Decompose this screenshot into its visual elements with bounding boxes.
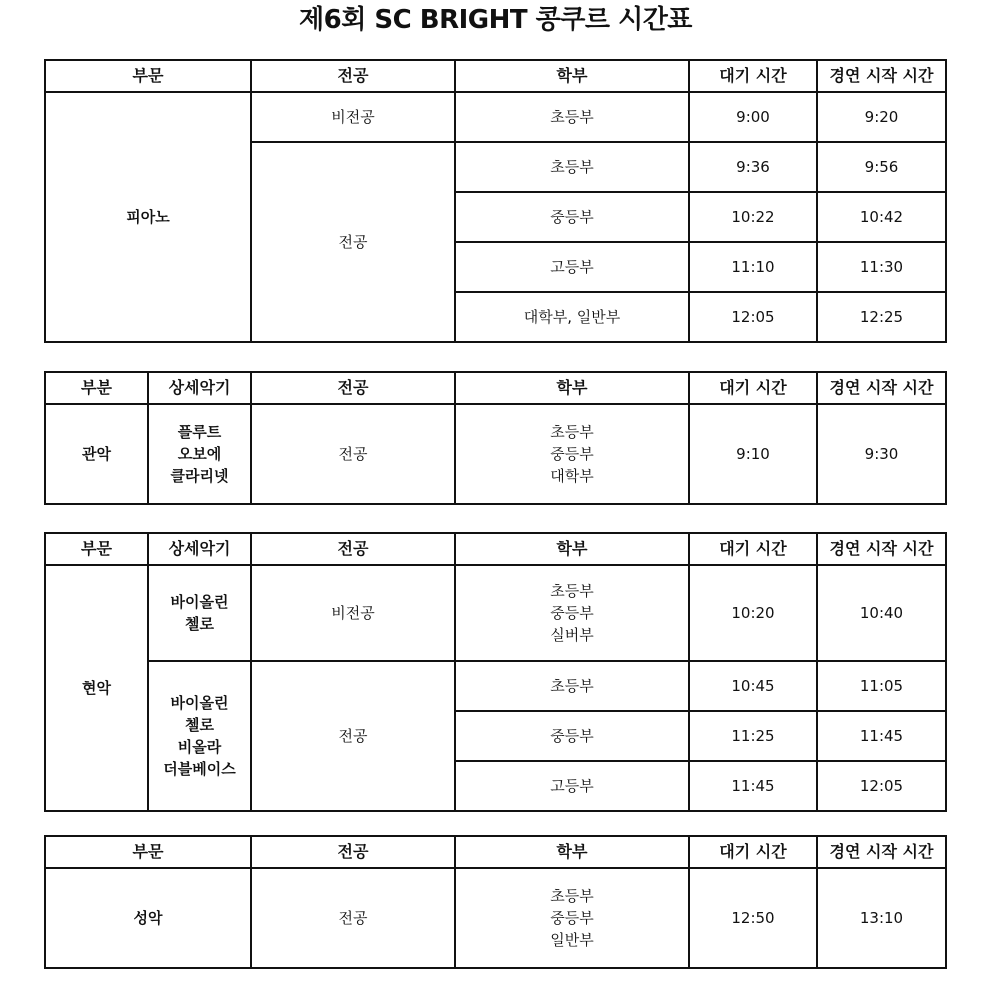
start-time-cell: 11:30 [817, 242, 946, 292]
start-time-cell: 10:40 [817, 565, 946, 661]
level-cell: 고등부 [455, 242, 689, 292]
wait-time-cell: 11:10 [689, 242, 817, 292]
wait-time-cell: 9:10 [689, 404, 817, 504]
level-name: 초등부 [550, 423, 594, 441]
table-row [45, 565, 946, 661]
wait-time-cell: 11:25 [689, 711, 817, 761]
wait-time-cell: 11:45 [689, 761, 817, 811]
wait-time-cell: 12:05 [689, 292, 817, 342]
section-cell: 관악 [45, 404, 148, 504]
level-name: 실버부 [550, 626, 594, 644]
wait-time-cell: 10:22 [689, 192, 817, 242]
start-time-cell: 10:42 [817, 192, 946, 242]
header-start-time: 경연 시작 시간 [817, 836, 946, 868]
instrument-name: 첼로 [185, 716, 214, 734]
table-row [45, 661, 946, 711]
table-row [45, 404, 946, 504]
start-time-cell: 9:56 [817, 142, 946, 192]
header-section: 부분 [45, 372, 148, 404]
major-cell: 비전공 [251, 565, 455, 661]
header-wait-time: 대기 시간 [689, 836, 817, 868]
section-cell: 현악 [45, 565, 148, 811]
major-cell: 전공 [251, 661, 455, 811]
section-cell: 피아노 [45, 92, 251, 342]
header-major: 전공 [251, 372, 455, 404]
level-cell [455, 404, 689, 504]
level-name: 대학부 [550, 467, 594, 485]
instrument-name: 바이올린 [170, 694, 229, 712]
start-time-cell: 12:25 [817, 292, 946, 342]
header-instrument: 상세악기 [148, 372, 251, 404]
major-cell: 비전공 [251, 92, 455, 142]
instrument-cell [148, 661, 251, 811]
header-start-time: 경연 시작 시간 [817, 533, 946, 565]
header-level: 학부 [455, 372, 689, 404]
start-time-cell: 11:05 [817, 661, 946, 711]
header-wait-time: 대기 시간 [689, 372, 817, 404]
header-level: 학부 [455, 836, 689, 868]
instrument-name: 더블베이스 [163, 760, 236, 778]
strings-schedule-table [44, 532, 947, 812]
start-time-cell: 9:20 [817, 92, 946, 142]
instrument-name: 플루트 [177, 423, 222, 441]
start-time-cell: 12:05 [817, 761, 946, 811]
table-header-row [45, 533, 946, 565]
header-start-time: 경연 시작 시간 [817, 372, 946, 404]
level-name: 중등부 [550, 445, 594, 463]
header-section: 부문 [45, 60, 251, 92]
section-cell: 성악 [45, 868, 251, 968]
major-cell: 전공 [251, 142, 455, 342]
header-section: 부문 [45, 836, 251, 868]
header-level: 학부 [455, 533, 689, 565]
level-cell [455, 565, 689, 661]
start-time-cell: 9:30 [817, 404, 946, 504]
piano-schedule-table [44, 59, 947, 343]
instrument-name: 바이올린 [170, 593, 229, 611]
level-cell: 중등부 [455, 711, 689, 761]
wait-time-cell: 9:36 [689, 142, 817, 192]
start-time-cell: 13:10 [817, 868, 946, 968]
level-name: 초등부 [550, 582, 594, 600]
level-cell: 초등부 [455, 92, 689, 142]
level-name: 중등부 [550, 909, 594, 927]
table-row [45, 868, 946, 968]
header-start-time: 경연 시작 시간 [817, 60, 946, 92]
level-name: 초등부 [550, 887, 594, 905]
instrument-cell [148, 565, 251, 661]
level-cell: 초등부 [455, 142, 689, 192]
wait-time-cell: 12:50 [689, 868, 817, 968]
header-section: 부문 [45, 533, 148, 565]
table-row [45, 92, 946, 142]
level-cell: 고등부 [455, 761, 689, 811]
vocal-schedule-table [44, 835, 947, 969]
table-header-row [45, 60, 946, 92]
instrument-name: 첼로 [185, 615, 214, 633]
wait-time-cell: 9:00 [689, 92, 817, 142]
level-name: 중등부 [550, 604, 594, 622]
page-title: 제6회 SC BRIGHT 콩쿠르 시간표 [299, 5, 692, 35]
instrument-cell [148, 404, 251, 504]
header-wait-time: 대기 시간 [689, 60, 817, 92]
header-instrument: 상세악기 [148, 533, 251, 565]
instrument-name: 오보에 [177, 445, 222, 463]
table-header-row [45, 836, 946, 868]
wait-time-cell: 10:20 [689, 565, 817, 661]
header-wait-time: 대기 시간 [689, 533, 817, 565]
major-cell: 전공 [251, 404, 455, 504]
instrument-name: 클라리넷 [170, 467, 229, 485]
instrument-name: 비올라 [177, 738, 222, 756]
level-cell [455, 868, 689, 968]
level-cell: 대학부, 일반부 [455, 292, 689, 342]
header-major: 전공 [251, 836, 455, 868]
header-major: 전공 [251, 60, 455, 92]
level-cell: 초등부 [455, 661, 689, 711]
header-major: 전공 [251, 533, 455, 565]
start-time-cell: 11:45 [817, 711, 946, 761]
level-cell: 중등부 [455, 192, 689, 242]
wind-schedule-table [44, 371, 947, 505]
level-name: 일반부 [550, 931, 594, 949]
header-level: 학부 [455, 60, 689, 92]
table-header-row [45, 372, 946, 404]
major-cell: 전공 [251, 868, 455, 968]
wait-time-cell: 10:45 [689, 661, 817, 711]
